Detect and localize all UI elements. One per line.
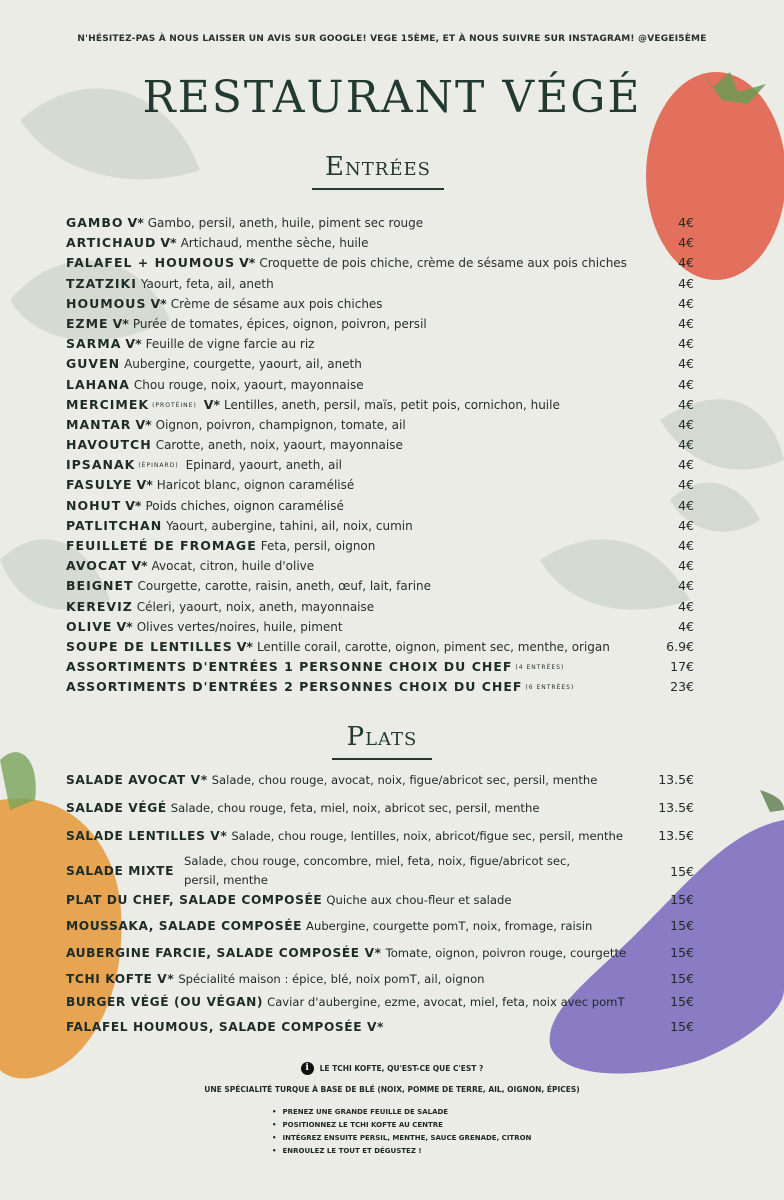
entree-item [66,314,694,334]
entree-name: AVOCAT [66,558,128,574]
entree-price: 4€ [678,598,694,614]
plat-price: 13.5€ [658,772,694,787]
entree-item [66,395,694,415]
entree-description: Epinard, yaourt, aneth, ail [185,458,342,473]
entree-price: 4€ [678,255,694,271]
plat-price: 13.5€ [658,800,694,815]
vegan-marker: V* [135,416,152,432]
vegan-marker: V* [160,235,177,251]
plat-name: AUBERGINE FARCIE, SALADE COMPOSÉE V* [66,945,382,960]
entree-description: Aubergine, courgette, yaourt, ail, aneth [124,357,362,372]
entree-item [66,213,694,233]
entree-item [66,294,694,314]
plat-description: Salade, chou rouge, avocat, noix, figue/abricot sec, persil, menthe [211,772,598,787]
entree-price: 4€ [678,295,694,311]
entree-name: FALAFEL + HOUMOUS [66,255,236,271]
note-answer: UNE SPÉCIALITÉ TURQUE À BASE DE BLÉ (NOIX, POMME DE TERRE, AIL, OIGNON, ÉPICES) [204,1085,580,1094]
entree-item [66,475,694,495]
entree-name: FASULYE [66,477,133,493]
entrees-heading: Entrées [325,152,431,182]
entree-price: 4€ [678,376,694,392]
plat-item [66,971,694,986]
entree-name: PATLITCHAN [66,517,163,533]
plat-price: 15€ [670,994,694,1009]
entree-description: Courgette, carotte, raisin, aneth, œuf, lait, farine [137,579,432,594]
entree-item [66,455,694,475]
plat-item [66,828,694,843]
entree-name: SARMA [66,336,122,352]
entree-name: MANTAR [66,416,132,432]
vegan-marker: V* [112,315,129,331]
plat-item [66,1019,694,1034]
entree-name: HOUMOUS [66,295,147,311]
entree-tag: (ÉPINARD) [138,462,179,470]
entree-name: KEREVIZ [66,598,133,614]
entree-name: HAVOUTCH [66,437,152,453]
vegan-marker: V* [136,477,153,493]
entree-item [66,334,694,354]
entree-name: LAHANA [66,376,130,392]
plats-heading: Plats [346,722,418,752]
entree-description: Carotte, aneth, noix, yaourt, mayonnaise [155,438,403,453]
vegan-marker: V* [150,295,167,311]
entree-name: SOUPE DE LENTILLES [66,638,233,654]
plat-description: Salade, chou rouge, concombre, miel, feta, noix, figue/abricot sec, persil, menthe [184,854,571,887]
entree-description: Avocat, citron, huile d'olive [151,559,315,574]
entree-tag: (6 ENTRÉES) [525,684,575,692]
plat-name: BURGER VÉGÉ (OU VÉGAN) [66,994,264,1009]
entree-description: Crème de sésame aux pois chiches [170,296,383,311]
plat-item [66,800,694,815]
restaurant-title: RESTAURANT VÉGÉ [142,72,642,123]
entree-price: 4€ [678,215,694,230]
review-invitation: N'HÉSITEZ-PAS À NOUS LAISSER UN AVIS SUR GOOGLE! VEGE 15ÈME, ET À NOUS SUIVRE SUR INSTAGRAM! @VEGEI5ÈME [77,34,707,44]
vegan-marker: V* [236,638,253,654]
entree-item [66,576,694,596]
entree-price: 6.9€ [666,638,694,654]
entree-price: 4€ [678,558,694,574]
entree-item [66,516,694,536]
entree-name: IPSANAK [66,457,136,473]
entree-name: EZME [66,315,109,331]
note-step: • INTÉGREZ ENSUITE PERSIL, MENTHE, SAUCE GRENADE, CITRON [272,1132,531,1145]
plat-price: 15€ [670,918,694,933]
plat-name: PLAT DU CHEF, SALADE COMPOSÉE [66,892,323,907]
entree-item [66,657,694,677]
plat-item [66,994,694,1009]
plat-name: SALADE AVOCAT V* [66,772,208,787]
entree-tag: (4 ENTRÉES) [515,664,565,672]
vegan-marker: V* [125,497,142,513]
entree-name: BEIGNET [66,578,134,594]
entree-name: GAMBO [66,215,124,230]
entree-price: 4€ [678,517,694,533]
vegan-marker: V* [239,255,256,271]
entree-item [66,354,694,374]
plat-price: 15€ [670,863,694,879]
plat-item [66,945,694,960]
plat-item [66,852,694,890]
entree-name: TZATZIKI [66,275,137,291]
plat-description: Aubergine, courgette pomT, noix, fromage, raisin [306,918,593,933]
note-step: • POSITIONNEZ LE TCHI KOFTE AU CENTRE [272,1119,531,1132]
plat-name: SALADE VÉGÉ [66,800,167,815]
entree-item [66,375,694,395]
entree-price: 4€ [678,538,694,553]
plat-description: Tomate, oignon, poivron rouge, courgette [385,945,627,960]
plat-description: Quiche aux chou-fleur et salade [326,892,512,907]
entree-name: ASSORTIMENTS D'ENTRÉES 2 PERSONNES CHOIX DU CHEF [66,679,523,695]
entree-price: 4€ [678,437,694,453]
plat-name: FALAFEL HOUMOUS, SALADE COMPOSÉE V* [66,1019,385,1034]
plat-description: Salade, chou rouge, lentilles, noix, abricot/figue sec, persil, menthe [231,828,624,843]
plat-price: 13.5€ [658,828,694,843]
plat-name: MOUSSAKA, SALADE COMPOSÉE [66,918,303,933]
entree-price: 4€ [678,235,694,251]
entree-description: Purée de tomates, épices, oignon, poivron, persil [132,316,427,331]
entree-price: 4€ [678,477,694,493]
plat-item [66,772,694,787]
plat-description: Salade, chou rouge, feta, miel, noix, abricot sec, persil, menthe [170,800,540,815]
plat-name: TCHI KOFTE V* [66,971,175,986]
entree-description: Haricot blanc, oignon caramélisé [156,478,355,493]
entree-description: Yaourt, feta, ail, aneth [140,276,274,291]
tchi-kofte-note [0,1062,784,1094]
info-icon: i [301,1062,314,1075]
plat-description: Spécialité maison : épice, blé, noix pomT, ail, oignon [178,971,485,986]
vegan-marker: V* [127,215,144,230]
entree-name: ASSORTIMENTS D'ENTRÉES 1 PERSONNE CHOIX DU CHEF [66,659,513,675]
entree-description: Lentille corail, carotte, oignon, piment sec, menthe, origan [256,639,610,654]
entree-price: 4€ [678,497,694,513]
entree-description: Céleri, yaourt, noix, aneth, mayonnaise [136,599,375,614]
entree-price: 23€ [670,679,694,695]
entrees-underline [312,188,444,190]
entree-item [66,556,694,576]
plats-underline [332,758,432,760]
entree-item [66,617,694,637]
entree-item [66,536,694,556]
entree-item [66,677,694,697]
entree-description: Yaourt, aubergine, tahini, ail, noix, cumin [166,518,413,533]
plat-name: SALADE MIXTE [66,864,174,878]
entree-description: Lentilles, aneth, persil, maïs, petit pois, cornichon, huile [224,397,560,412]
note-question: LE TCHI KOFTE, QU'EST-CE QUE C'EST ? [319,1064,484,1073]
entree-description: Feuille de vigne farcie au riz [145,337,315,352]
plat-price: 15€ [670,971,694,986]
entree-name: ARTICHAUD [66,235,157,251]
entree-tag: (PROTÉINE) [152,401,197,409]
entree-price: 4€ [678,396,694,412]
plat-item [66,892,694,907]
entree-description: Gambo, persil, aneth, huile, piment sec rouge [147,216,424,230]
plat-price: 15€ [670,945,694,960]
note-steps [272,1106,531,1158]
entree-item [66,597,694,617]
entree-price: 4€ [678,356,694,372]
entree-description: Feta, persil, oignon [260,539,376,553]
entree-description: Olives vertes/noires, huile, piment [136,619,343,634]
plat-price: 15€ [670,892,694,907]
entree-item [66,637,694,657]
entree-item [66,415,694,435]
note-step: • ENROULEZ LE TOUT ET DÉGUSTEZ ! [272,1145,531,1158]
entree-description: Artichaud, menthe sèche, huile [180,236,369,251]
entree-item [66,233,694,253]
entree-price: 4€ [678,578,694,594]
plat-description: Caviar d'aubergine, ezme, avocat, miel, feta, noix avec pomT [267,994,625,1009]
entree-name: MERCIMEK [66,396,150,412]
entree-price: 4€ [678,416,694,432]
entree-item [66,274,694,294]
entrees-list [66,213,694,698]
vegan-marker: V* [116,618,133,634]
entree-name: GUVEN [66,356,121,372]
entree-name: NOHUT [66,497,122,513]
entree-item [66,253,694,273]
entree-price: 4€ [678,315,694,331]
entree-item [66,496,694,516]
entree-description: Chou rouge, noix, yaourt, mayonnaise [133,377,364,392]
entree-item [66,435,694,455]
entree-description: Poids chiches, oignon caramélisé [145,498,344,513]
entree-name: OLIVE [66,618,113,634]
plat-price: 15€ [670,1019,694,1034]
entree-description: Croquette de pois chiche, crème de sésame aux pois chiches [259,256,627,271]
plat-item [66,918,694,933]
entree-price: 4€ [678,618,694,634]
plat-name: SALADE LENTILLES V* [66,828,228,843]
entree-price: 4€ [678,457,694,473]
note-step: • PRENEZ UNE GRANDE FEUILLE DE SALADE [272,1106,531,1119]
entree-name: FEUILLETÉ DE FROMAGE [66,538,257,553]
entree-price: 17€ [670,659,694,675]
vegan-marker: V* [125,336,142,352]
entree-description: Oignon, poivron, champignon, tomate, ail [155,417,406,432]
entree-price: 4€ [678,275,694,291]
entree-price: 4€ [678,336,694,352]
vegan-marker: V* [203,396,221,412]
vegan-marker: V* [131,558,148,574]
